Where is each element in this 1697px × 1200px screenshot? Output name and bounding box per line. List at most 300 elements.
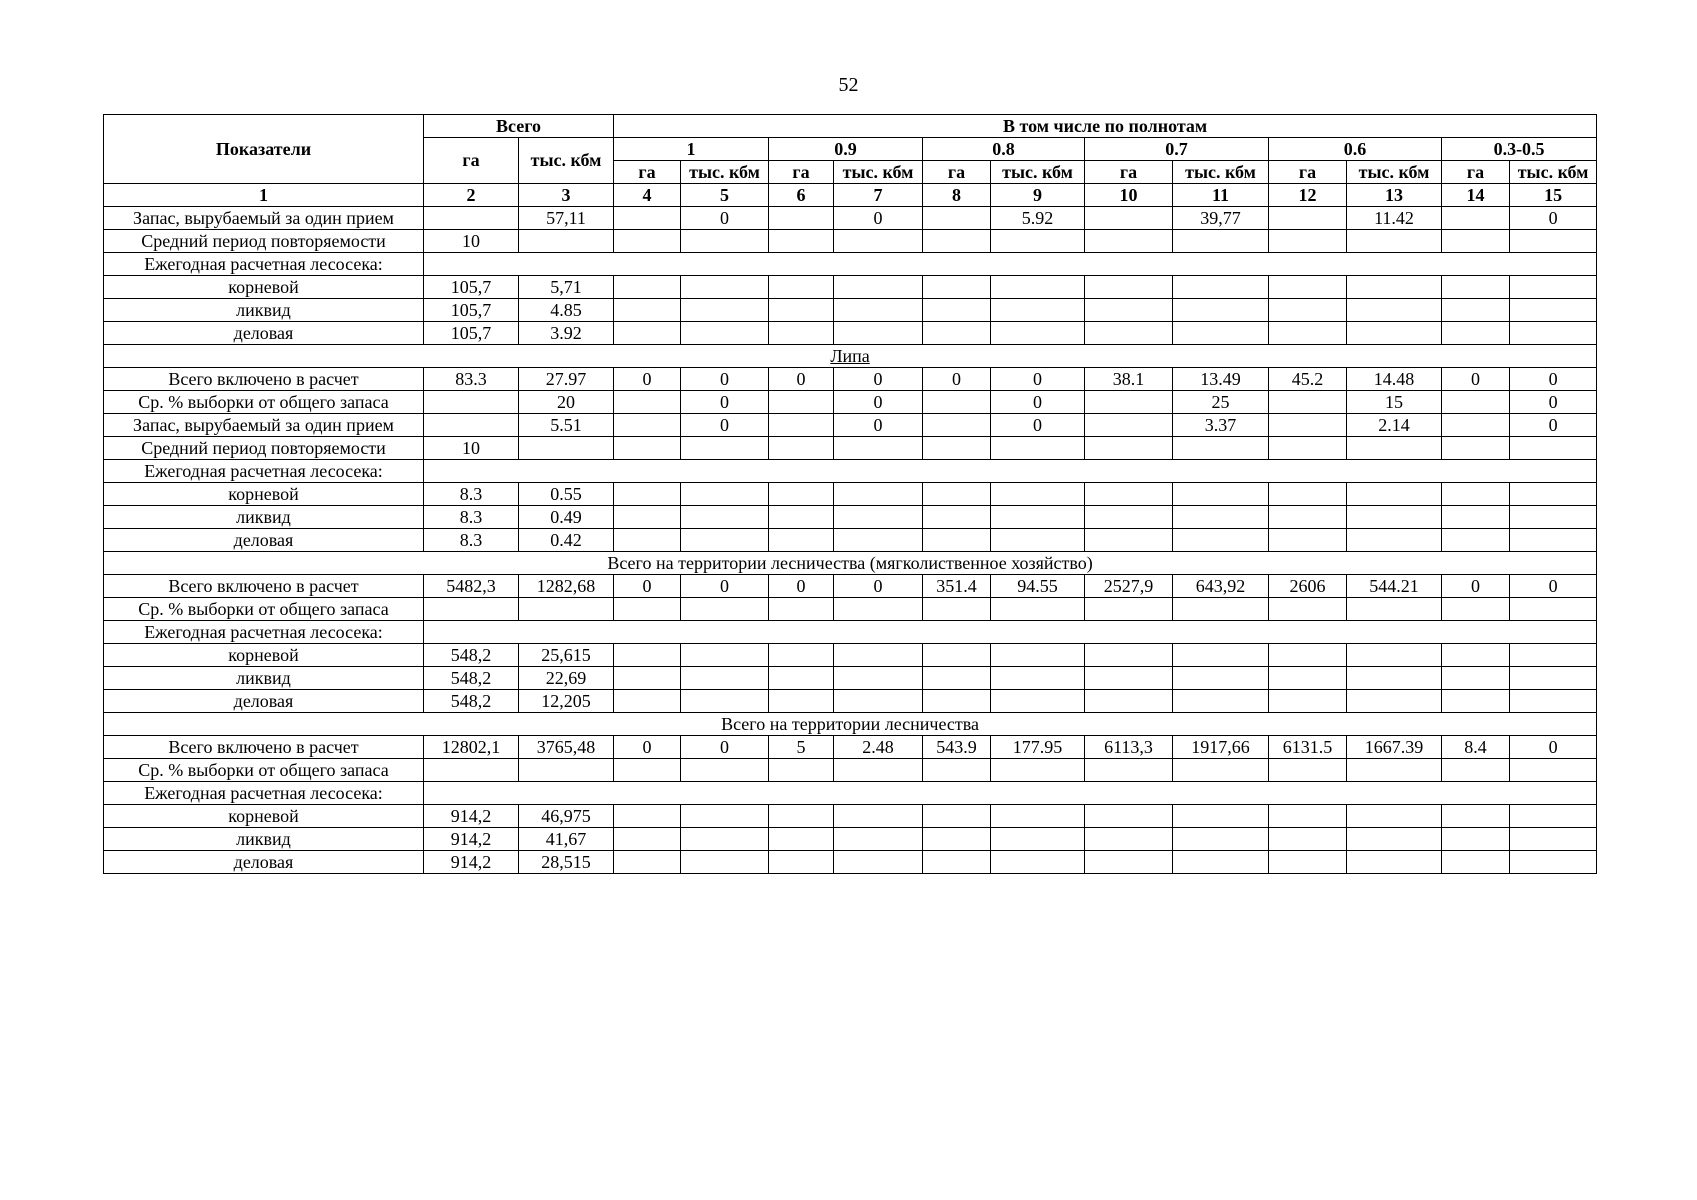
- table-cell: [991, 690, 1085, 713]
- table-cell: 8.3: [424, 483, 519, 506]
- table-cell: 5,71: [519, 276, 614, 299]
- table-cell: 914,2: [424, 851, 519, 874]
- row-label: Всего включено в расчет: [104, 736, 424, 759]
- table-cell: [614, 529, 681, 552]
- table-cell: [1510, 690, 1597, 713]
- table-cell: [681, 483, 769, 506]
- table-cell: [1173, 230, 1269, 253]
- table-cell: [991, 759, 1085, 782]
- table-cell: [1173, 598, 1269, 621]
- table-cell: [1085, 391, 1173, 414]
- table-cell: [769, 529, 834, 552]
- table-cell: [1173, 644, 1269, 667]
- column-number: 3: [519, 184, 614, 207]
- table-row: [104, 598, 1597, 621]
- table-cell: [519, 230, 614, 253]
- table-cell: [769, 230, 834, 253]
- table-cell: [769, 391, 834, 414]
- table-row: [104, 713, 1597, 736]
- header-density: 0.8: [923, 138, 1085, 161]
- table-cell: 11.42: [1347, 207, 1442, 230]
- table-cell: [681, 667, 769, 690]
- header-total: Всего: [424, 115, 614, 138]
- table-cell: 2.48: [834, 736, 923, 759]
- table-cell: [1510, 437, 1597, 460]
- table-cell: [991, 529, 1085, 552]
- table-row: [104, 506, 1597, 529]
- section-heading: [104, 713, 1597, 736]
- table-cell: [923, 207, 991, 230]
- table-cell: [681, 230, 769, 253]
- table-cell: [769, 805, 834, 828]
- table-cell: [1085, 690, 1173, 713]
- row-label: деловая: [104, 322, 424, 345]
- table-cell: 2606: [1269, 575, 1347, 598]
- table-cell: 5.92: [991, 207, 1085, 230]
- table-cell: [1269, 391, 1347, 414]
- table-cell: [1173, 667, 1269, 690]
- table-cell: [923, 276, 991, 299]
- table-cell: [769, 828, 834, 851]
- header-unit-ha: га: [923, 161, 991, 184]
- table-cell: [1442, 644, 1510, 667]
- section-heading: [104, 552, 1597, 575]
- table-cell: [614, 598, 681, 621]
- table-cell: 12802,1: [424, 736, 519, 759]
- empty-span-cell: [424, 782, 1597, 805]
- forest-stock-table: [103, 114, 1597, 874]
- table-cell: 105,7: [424, 322, 519, 345]
- table-cell: [1085, 437, 1173, 460]
- table-cell: [681, 690, 769, 713]
- table-cell: [614, 759, 681, 782]
- table-row: [104, 759, 1597, 782]
- table-cell: [923, 437, 991, 460]
- table-cell: [1347, 851, 1442, 874]
- table-cell: 0.49: [519, 506, 614, 529]
- table-cell: [1510, 667, 1597, 690]
- table-cell: [1442, 299, 1510, 322]
- table-cell: [1173, 506, 1269, 529]
- table-cell: [923, 506, 991, 529]
- table-cell: 0: [834, 391, 923, 414]
- table-cell: [1442, 828, 1510, 851]
- table-cell: [1442, 690, 1510, 713]
- table-cell: 8.3: [424, 529, 519, 552]
- table-cell: [923, 644, 991, 667]
- page-number: 52: [838, 74, 859, 96]
- table-cell: [991, 276, 1085, 299]
- table-cell: [1085, 207, 1173, 230]
- table-cell: [681, 299, 769, 322]
- table-cell: [424, 598, 519, 621]
- table-row: [104, 368, 1597, 391]
- table-cell: [1173, 828, 1269, 851]
- header-total-ha: га: [424, 138, 519, 184]
- table-row: [104, 805, 1597, 828]
- table-cell: 914,2: [424, 828, 519, 851]
- table-cell: [424, 759, 519, 782]
- table-cell: [681, 644, 769, 667]
- table-cell: 0.42: [519, 529, 614, 552]
- table-cell: [1173, 322, 1269, 345]
- table-cell: [991, 322, 1085, 345]
- table-cell: [1442, 483, 1510, 506]
- table-cell: [991, 805, 1085, 828]
- table-cell: [1269, 828, 1347, 851]
- table-cell: [681, 805, 769, 828]
- table-cell: [923, 690, 991, 713]
- row-label: деловая: [104, 851, 424, 874]
- table-cell: [1269, 299, 1347, 322]
- column-number: 7: [834, 184, 923, 207]
- table-cell: 0: [834, 414, 923, 437]
- table-cell: [681, 322, 769, 345]
- table-cell: 5.51: [519, 414, 614, 437]
- table-cell: [1269, 506, 1347, 529]
- table-cell: [1085, 529, 1173, 552]
- column-number: 1: [104, 184, 424, 207]
- header-density: 0.6: [1269, 138, 1442, 161]
- table-cell: [1442, 759, 1510, 782]
- table-row: [104, 230, 1597, 253]
- table-cell: 0: [834, 368, 923, 391]
- table-cell: 0: [681, 575, 769, 598]
- table-row: [104, 276, 1597, 299]
- table-cell: 57,11: [519, 207, 614, 230]
- table-cell: [614, 506, 681, 529]
- table-cell: 544.21: [1347, 575, 1442, 598]
- table-cell: [1442, 391, 1510, 414]
- table-cell: [1269, 644, 1347, 667]
- table-cell: [1085, 667, 1173, 690]
- table-cell: 45.2: [1269, 368, 1347, 391]
- table-cell: 20: [519, 391, 614, 414]
- table-row: [104, 621, 1597, 644]
- table-row: [104, 782, 1597, 805]
- table-cell: [1442, 322, 1510, 345]
- table-cell: [614, 322, 681, 345]
- table-cell: [1085, 483, 1173, 506]
- row-label: корневой: [104, 644, 424, 667]
- table-cell: [681, 529, 769, 552]
- table-cell: [1085, 414, 1173, 437]
- header-density: 0.9: [769, 138, 923, 161]
- table-cell: [1347, 828, 1442, 851]
- table-cell: [519, 437, 614, 460]
- table-cell: [1173, 483, 1269, 506]
- row-label: Всего включено в расчет: [104, 368, 424, 391]
- table-cell: 0: [681, 414, 769, 437]
- empty-span-cell: [424, 621, 1597, 644]
- table-cell: 548,2: [424, 644, 519, 667]
- table-cell: [923, 598, 991, 621]
- table-row: [104, 207, 1597, 230]
- table-cell: 0: [1442, 575, 1510, 598]
- column-number: 5: [681, 184, 769, 207]
- table-cell: [1085, 805, 1173, 828]
- table-cell: [1269, 437, 1347, 460]
- row-label: Ср. % выборки от общего запаса: [104, 598, 424, 621]
- table-cell: [1442, 805, 1510, 828]
- table-cell: 0: [1510, 736, 1597, 759]
- table-cell: [991, 506, 1085, 529]
- table-cell: [769, 644, 834, 667]
- table-cell: [769, 483, 834, 506]
- table-cell: [1269, 598, 1347, 621]
- table-cell: [834, 437, 923, 460]
- row-label: деловая: [104, 690, 424, 713]
- table-cell: 5482,3: [424, 575, 519, 598]
- table-cell: [834, 690, 923, 713]
- column-number: 12: [1269, 184, 1347, 207]
- table-cell: [614, 276, 681, 299]
- table-cell: [769, 437, 834, 460]
- header-density: 1: [614, 138, 769, 161]
- table-cell: [834, 230, 923, 253]
- table-cell: [1173, 851, 1269, 874]
- table-cell: [1442, 276, 1510, 299]
- section-heading-text: Липа: [830, 345, 870, 366]
- table-cell: 0: [991, 368, 1085, 391]
- header-unit-ha: га: [1085, 161, 1173, 184]
- table-cell: [614, 207, 681, 230]
- table-cell: [1442, 414, 1510, 437]
- table-cell: [1510, 805, 1597, 828]
- table-cell: 0: [614, 368, 681, 391]
- table-cell: [1510, 230, 1597, 253]
- table-cell: [1269, 483, 1347, 506]
- row-label: Средний период повторяемости: [104, 230, 424, 253]
- table-cell: [424, 414, 519, 437]
- table-row: [104, 391, 1597, 414]
- table-cell: [1347, 759, 1442, 782]
- table-cell: [1442, 851, 1510, 874]
- table-cell: [1173, 437, 1269, 460]
- header-unit-ha: га: [1269, 161, 1347, 184]
- table-cell: 0: [991, 414, 1085, 437]
- table-cell: 2.14: [1347, 414, 1442, 437]
- table-cell: [923, 851, 991, 874]
- table-cell: [1269, 805, 1347, 828]
- table-cell: 46,975: [519, 805, 614, 828]
- table-cell: 0: [1510, 414, 1597, 437]
- table-cell: [1173, 529, 1269, 552]
- table-cell: 0: [991, 391, 1085, 414]
- header-unit-vol: тыс. кбм: [1173, 161, 1269, 184]
- table-cell: 3.37: [1173, 414, 1269, 437]
- table-cell: 0: [1442, 368, 1510, 391]
- section-heading: [104, 345, 1597, 368]
- table-cell: [1347, 598, 1442, 621]
- row-label: Ежегодная расчетная лесосека:: [104, 253, 424, 276]
- table-row: [104, 828, 1597, 851]
- table-cell: [681, 828, 769, 851]
- table-cell: [1347, 690, 1442, 713]
- table-cell: [1510, 506, 1597, 529]
- table-cell: [681, 506, 769, 529]
- table-cell: [1269, 759, 1347, 782]
- header-unit-ha: га: [614, 161, 681, 184]
- header-unit-vol: тыс. кбм: [681, 161, 769, 184]
- table-cell: 1667.39: [1347, 736, 1442, 759]
- table-row: [104, 460, 1597, 483]
- row-label: ликвид: [104, 299, 424, 322]
- empty-span-cell: [424, 460, 1597, 483]
- table-cell: 0: [681, 736, 769, 759]
- row-label: деловая: [104, 529, 424, 552]
- table-cell: 25: [1173, 391, 1269, 414]
- table-cell: [991, 644, 1085, 667]
- table-cell: [614, 391, 681, 414]
- table-cell: [834, 644, 923, 667]
- table-cell: [424, 391, 519, 414]
- table-cell: [769, 851, 834, 874]
- table-cell: [614, 690, 681, 713]
- table-cell: [681, 598, 769, 621]
- table-cell: [991, 299, 1085, 322]
- table-cell: [1173, 805, 1269, 828]
- table-cell: 0: [834, 207, 923, 230]
- table-cell: [1347, 667, 1442, 690]
- section-heading-text: Всего на территории лесничества (мягколиственное хозяйство): [607, 552, 1093, 573]
- table-row: [104, 483, 1597, 506]
- table-cell: 10: [424, 230, 519, 253]
- column-number: 4: [614, 184, 681, 207]
- table-cell: 0: [1510, 368, 1597, 391]
- table-cell: [1269, 529, 1347, 552]
- row-label: ликвид: [104, 667, 424, 690]
- table-cell: [1085, 851, 1173, 874]
- table-row: [104, 529, 1597, 552]
- table-cell: [923, 483, 991, 506]
- row-label: Запас, вырубаемый за один прием: [104, 414, 424, 437]
- table-cell: [769, 207, 834, 230]
- table-cell: [834, 805, 923, 828]
- table-cell: [923, 759, 991, 782]
- table-cell: [1173, 299, 1269, 322]
- table-cell: [1510, 759, 1597, 782]
- table-cell: [1347, 529, 1442, 552]
- table-cell: [769, 759, 834, 782]
- table-cell: [1347, 483, 1442, 506]
- table-cell: [1510, 483, 1597, 506]
- table-cell: [1510, 529, 1597, 552]
- table-row: [104, 690, 1597, 713]
- table-cell: [1442, 230, 1510, 253]
- table-cell: [519, 598, 614, 621]
- table-row: [104, 736, 1597, 759]
- row-label: Запас, вырубаемый за один прием: [104, 207, 424, 230]
- table-cell: [769, 598, 834, 621]
- table-cell: 548,2: [424, 667, 519, 690]
- table-cell: [834, 299, 923, 322]
- header-unit-vol: тыс. кбм: [1510, 161, 1597, 184]
- table-cell: [923, 828, 991, 851]
- table-cell: [923, 529, 991, 552]
- table-cell: 39,77: [1173, 207, 1269, 230]
- table-cell: [681, 437, 769, 460]
- table-cell: [614, 414, 681, 437]
- table-cell: 0: [769, 368, 834, 391]
- row-label: Ежегодная расчетная лесосека:: [104, 782, 424, 805]
- table-cell: [834, 506, 923, 529]
- table-cell: [834, 483, 923, 506]
- table-cell: [614, 667, 681, 690]
- table-cell: [614, 483, 681, 506]
- table-cell: [991, 667, 1085, 690]
- table-cell: 0: [1510, 391, 1597, 414]
- table-cell: [769, 506, 834, 529]
- table-cell: 0: [1510, 207, 1597, 230]
- table-cell: [1085, 828, 1173, 851]
- table-cell: 3765,48: [519, 736, 614, 759]
- header-density: 0.3-0.5: [1442, 138, 1597, 161]
- table-cell: [424, 207, 519, 230]
- column-number: 6: [769, 184, 834, 207]
- table-cell: [923, 299, 991, 322]
- header-unit-ha: га: [769, 161, 834, 184]
- header-indicators: Показатели: [104, 115, 424, 184]
- table-row: [104, 552, 1597, 575]
- table-row: [104, 345, 1597, 368]
- table-row: [104, 253, 1597, 276]
- table-cell: [1269, 230, 1347, 253]
- table-cell: [1269, 276, 1347, 299]
- table-cell: [1269, 414, 1347, 437]
- table-cell: [614, 805, 681, 828]
- table-cell: 0: [923, 368, 991, 391]
- table-cell: [614, 851, 681, 874]
- table-cell: 543.9: [923, 736, 991, 759]
- table-cell: [991, 598, 1085, 621]
- header-total-vol: тыс. кбм: [519, 138, 614, 184]
- table-cell: 0: [681, 391, 769, 414]
- table-row: [104, 667, 1597, 690]
- table-cell: 27.97: [519, 368, 614, 391]
- table-cell: 13.49: [1173, 368, 1269, 391]
- table-cell: [1347, 276, 1442, 299]
- column-number: 2: [424, 184, 519, 207]
- table-cell: [1442, 207, 1510, 230]
- header-unit-vol: тыс. кбм: [834, 161, 923, 184]
- table-row: [104, 437, 1597, 460]
- column-number: 9: [991, 184, 1085, 207]
- table-cell: [1347, 437, 1442, 460]
- table-cell: 28,515: [519, 851, 614, 874]
- column-number: 8: [923, 184, 991, 207]
- table-cell: 5: [769, 736, 834, 759]
- table-cell: 548,2: [424, 690, 519, 713]
- table-cell: [519, 759, 614, 782]
- table-cell: 22,69: [519, 667, 614, 690]
- table-cell: 0: [834, 575, 923, 598]
- row-label: Ср. % выборки от общего запаса: [104, 391, 424, 414]
- table-cell: [769, 414, 834, 437]
- row-label: корневой: [104, 276, 424, 299]
- table-cell: [769, 276, 834, 299]
- table-cell: 38.1: [1085, 368, 1173, 391]
- table-cell: [769, 690, 834, 713]
- table-cell: 8.3: [424, 506, 519, 529]
- table-cell: [614, 437, 681, 460]
- table-cell: 105,7: [424, 276, 519, 299]
- table-cell: [1269, 690, 1347, 713]
- header-unit-vol: тыс. кбм: [991, 161, 1085, 184]
- row-label: корневой: [104, 805, 424, 828]
- table-cell: [1085, 276, 1173, 299]
- table-cell: 25,615: [519, 644, 614, 667]
